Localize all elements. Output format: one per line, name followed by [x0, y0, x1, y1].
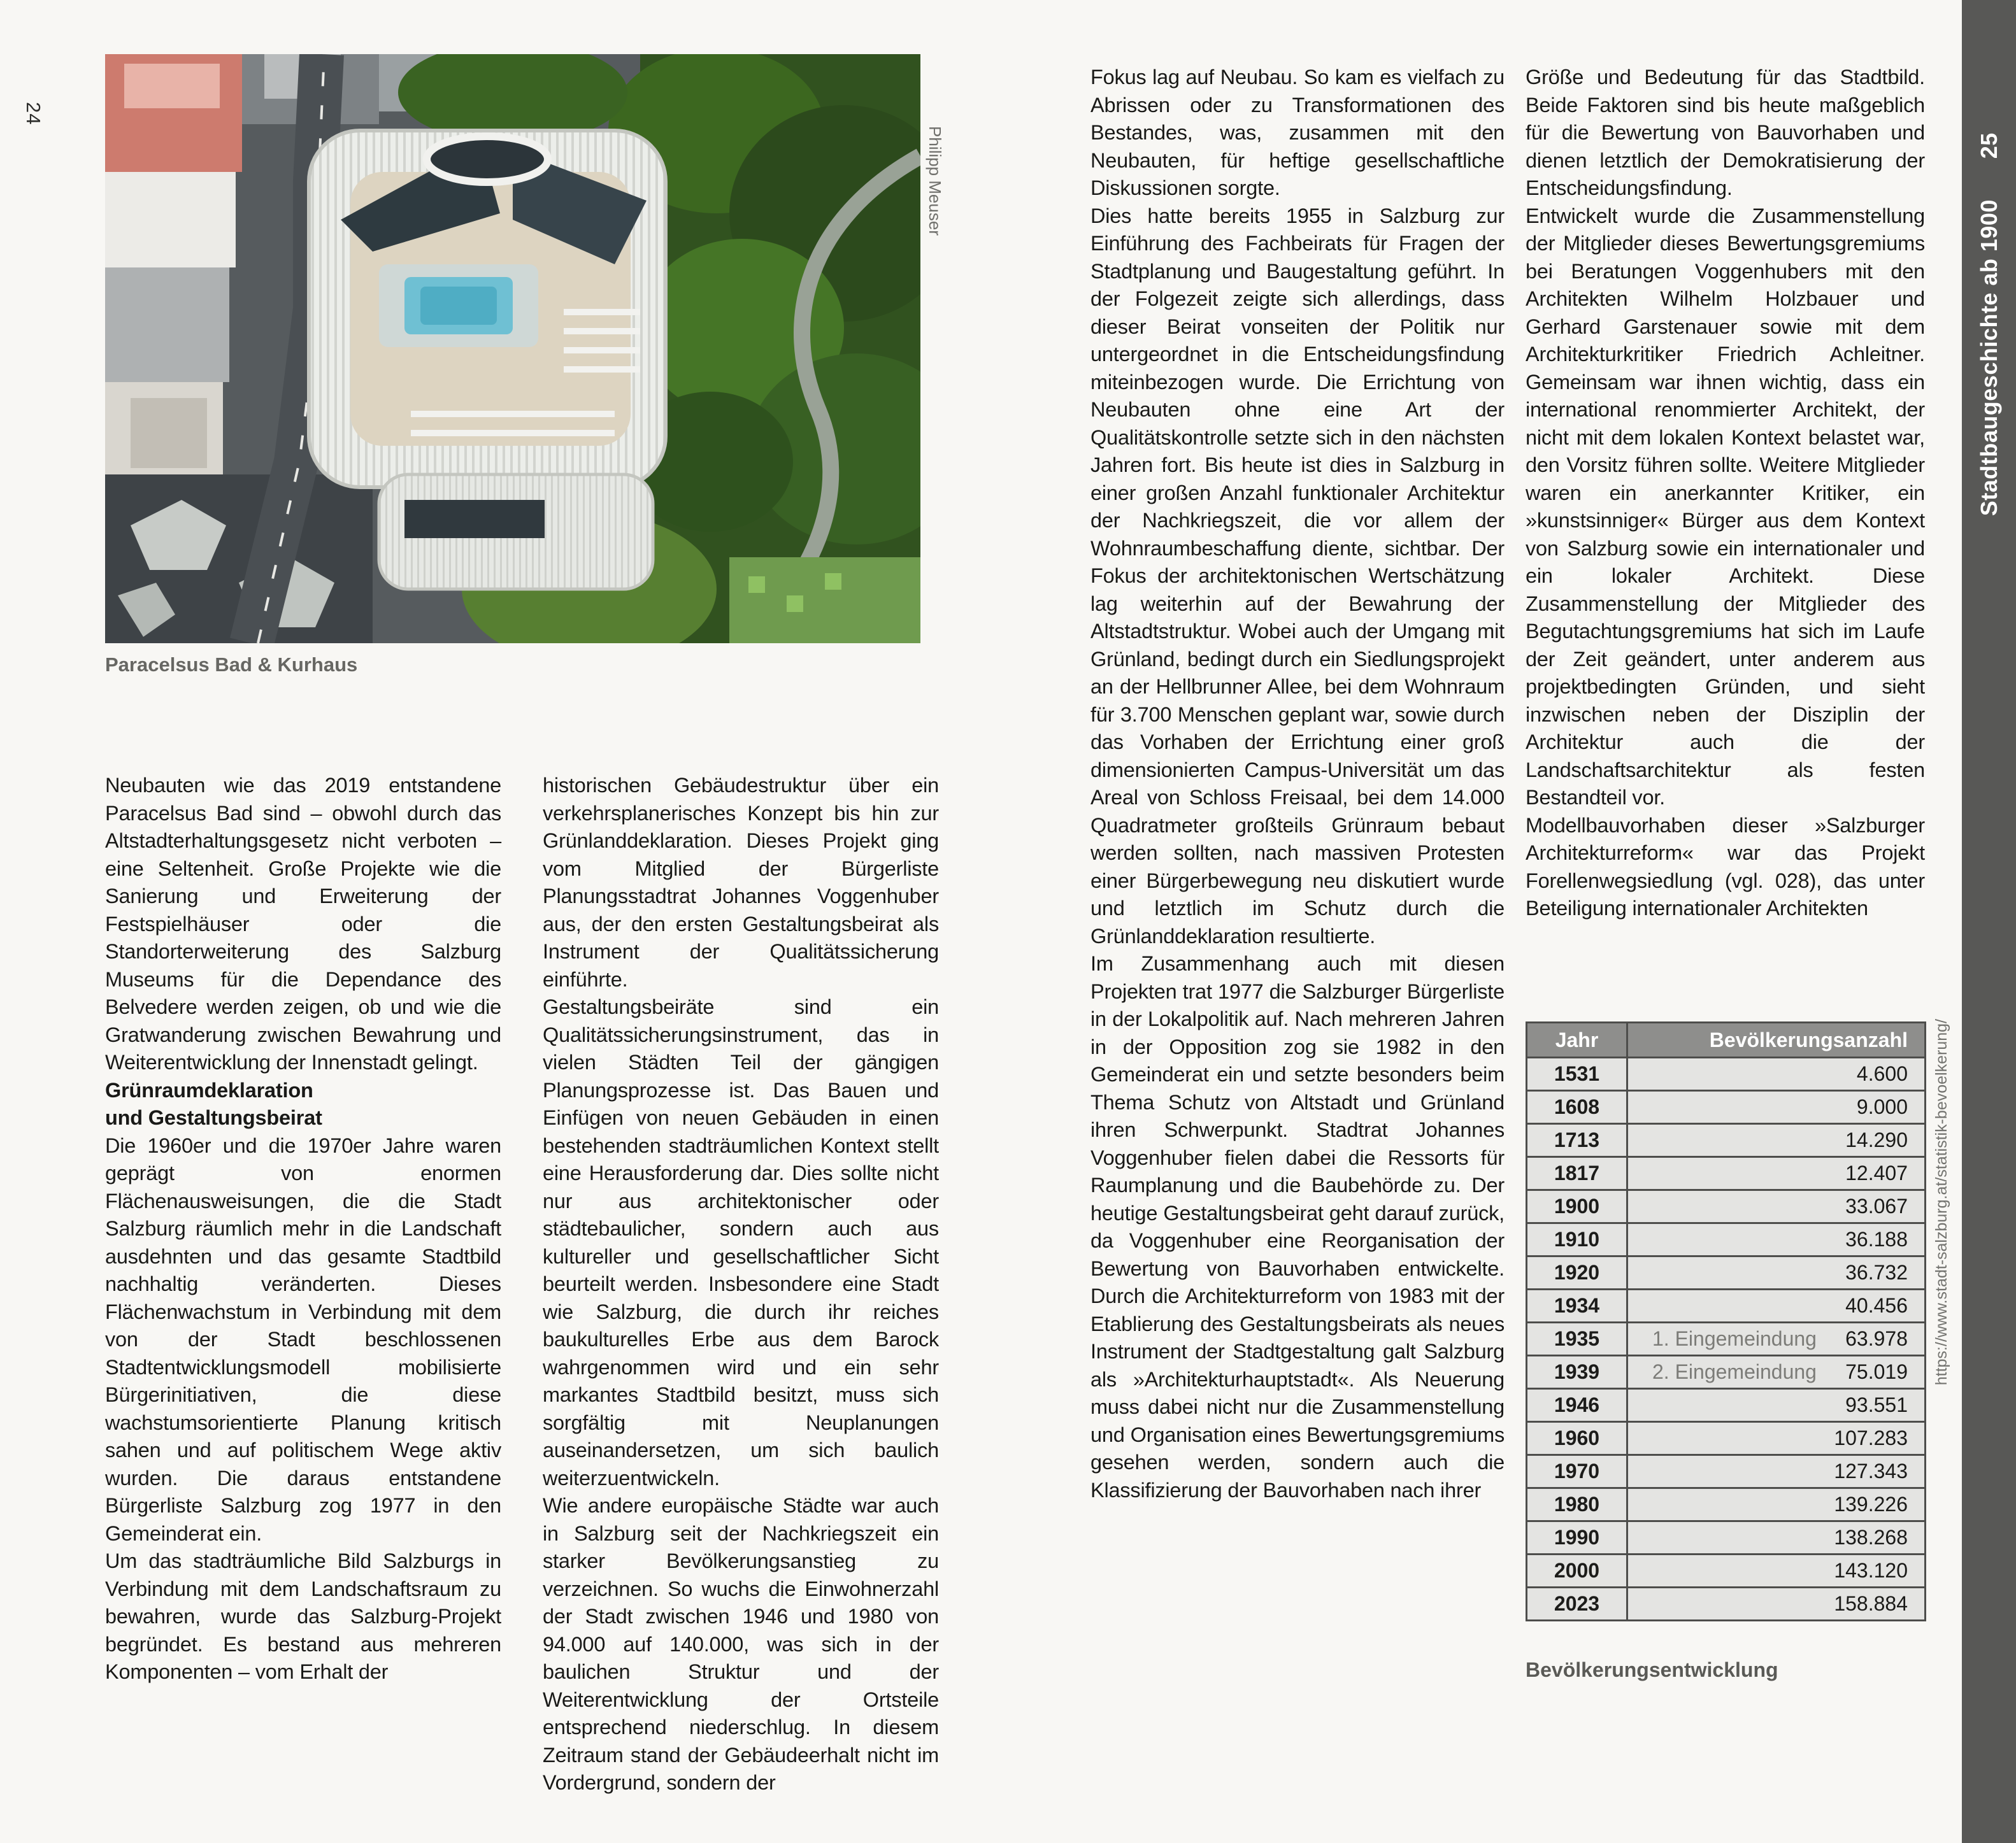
table-row — [1527, 1223, 1926, 1256]
year-cell: 1935 — [1527, 1323, 1627, 1356]
year-cell: 1531 — [1527, 1058, 1627, 1091]
aerial-photo — [105, 54, 920, 643]
year-cell: 1990 — [1527, 1521, 1627, 1555]
population-table-body — [1527, 1058, 1926, 1621]
paragraph: Modellbauvorhaben dieser »Salzburger Architekturreform« war das Projekt Forellenwegsiedlung (vgl. 028), das unter Beteiligung internationaler Architekten — [1526, 813, 1925, 920]
table-row — [1527, 1256, 1926, 1290]
year-cell: 1946 — [1527, 1389, 1627, 1422]
year-cell: 2000 — [1527, 1555, 1627, 1588]
population-cell — [1627, 1190, 1926, 1223]
population-cell — [1627, 1356, 1926, 1389]
chapter-sidebar-text — [1962, 132, 2016, 566]
paragraph: Gestaltungsbeiräte sind ein Qualitätssicherungsinstrument, das in vielen Städten Teil der gängigen Planungsprozesse ist. Das Bauen und Einfügen von neuen Gebäuden in einen bestehenden stadträumlichen Kontext stellt eine Herausforderung dar. Dies sollte nicht nur aus architektonischer oder städtebaulicher, sondern auch aus kultureller und gesellschaftlicher Sicht beurteilt werden. Insbesondere eine Stadt wie Salzburg, die durch ihr reiches baukulturelles Erbe aus dem Barock wahrgenommen wird und ein sehr markantes Stadtbild besitzt, muss sich sorgfältig mit Neuplanungen auseinandersetzen, um sich baulich weiterzuentwickeln. — [543, 995, 939, 1490]
paragraph: Neubauten wie das 2019 entstandene Paracelsus Bad sind – obwohl durch das Altstadterhaltungsgesetz nicht verboten – eine Seltenheit. Große Projekte wie die Sanierung und Erweiterung der Festspielhäuser oder die Standorterweiterung des Salzburg Museums für die Dependance des Belvedere werden zeigen, ob und wie die Gratwanderung zwischen Bewahrung und Weiterentwicklung der Innenstadt gelingt. — [105, 774, 501, 1074]
paragraph: Größe und Bedeutung für das Stadtbild. Beide Faktoren sind bis heute maßgeblich für die Bewertung von Bauvorhaben und dienen letztlich der Demokratisierung der Entscheidungsfindung. — [1526, 66, 1925, 199]
year-cell: 1970 — [1527, 1455, 1627, 1488]
page-number-right: 25 — [1975, 132, 2002, 159]
year-cell: 1910 — [1527, 1223, 1627, 1256]
left-page-column-1 — [105, 772, 501, 1686]
population-value: 33.067 — [1845, 1195, 1908, 1218]
population-value: 127.343 — [1834, 1460, 1908, 1483]
table-row — [1527, 1091, 1926, 1124]
year-cell: 1900 — [1527, 1190, 1627, 1223]
population-cell — [1627, 1555, 1926, 1588]
table-caption: Bevölkerungsentwicklung — [1526, 1658, 1778, 1681]
right-page-column-1 — [1090, 64, 1505, 1504]
population-value: 158.884 — [1834, 1592, 1908, 1615]
population-value: 14.290 — [1845, 1128, 1908, 1151]
photo-credit: Philipp Meuser — [926, 126, 945, 236]
paragraph: Im Zusammenhang auch mit diesen Projekten trat 1977 die Salzburger Bürgerliste in der Lokalpolitik auf. Nach mehreren Jahren in der Opposition zog sie 1982 in den Gemeinderat ein und setzte besonders beim Thema Schutz von Altstadt und Grünland ihren Schwerpunkt. Stadtrat Johannes Voggenhuber fielen dabei die Ressorts für Raumplanung und die Baubehörde zu. Der heutige Gestaltungsbeirat geht darauf zurück, da Voggenhuber eine Reorganisation der Bewertung von Bauvorhaben entwickelte. Durch die Architekturreform von 1983 mit der Etablierung des Gestaltungsbeirats als neues Instrument der Stadtgestaltung galt Salzburg als »Architekturhauptstadt«. Als Neuerung muss dabei nicht nur die Zusammenstellung und Organisation eines Bewertungsgremiums gesehen werden, sondern auch die Klassifizierung der Bauvorhaben nach ihrer — [1090, 952, 1505, 1502]
paragraph: Wie andere europäische Städte war auch in Salzburg seit der Nachkriegszeit ein starker Bevölkerungsanstieg zu verzeichnen. So wuchs die Einwohnerzahl der Stadt zwischen 1946 und 1980 von 94.000 auf 140.000, was sich in der baulichen Struktur und der Weiterentwicklung der Ortsteile entsprechend niederschlug. In diesem Zeitraum stand der Gebäudeerhalt nicht im Vordergrund, sondern der — [543, 1494, 939, 1794]
table-row — [1527, 1389, 1926, 1422]
incorporation-note: 1. Eingemeindung — [1652, 1327, 1817, 1350]
table-row — [1527, 1356, 1926, 1389]
year-cell: 1934 — [1527, 1290, 1627, 1323]
column-header-population: Bevölkerungsanzahl — [1627, 1023, 1926, 1058]
population-cell — [1627, 1588, 1926, 1621]
population-cell — [1627, 1455, 1926, 1488]
incorporation-note: 2. Eingemeindung — [1652, 1360, 1817, 1383]
table-row — [1527, 1555, 1926, 1588]
population-cell — [1627, 1256, 1926, 1290]
table-header-row — [1527, 1023, 1926, 1058]
table-source-url: https://www.stadt-salzburg.at/statistik-bevoelkerung/ — [1933, 1019, 1950, 1386]
population-value: 75.019 — [1845, 1360, 1908, 1383]
page-number-left: 24 — [22, 102, 45, 125]
population-value: 36.188 — [1845, 1228, 1908, 1251]
paragraph: historischen Gebäudestruktur über ein verkehrsplanerisches Konzept bis hin zur Grünlanddeklaration. Dieses Projekt ging vom Mitglied der Bürgerliste Planungsstadtrat Johannes Voggenhuber aus, der den ersten Gestaltungsbeirat als Instrument der Qualitätssicherung einführte. — [543, 774, 939, 991]
right-page-column-2 — [1526, 64, 1925, 923]
table-row — [1527, 1521, 1926, 1555]
left-page-column-2 — [543, 772, 939, 1797]
table-row — [1527, 1124, 1926, 1157]
year-cell: 1713 — [1527, 1124, 1627, 1157]
population-value: 9.000 — [1856, 1095, 1908, 1118]
population-value: 143.120 — [1834, 1559, 1908, 1582]
paragraph: Die 1960er und die 1970er Jahre waren geprägt von enormen Flächenausweisungen, die die Stadt Salzburg räumlich mehr in die Landschaft ausdehnten und das gesamte Stadtbild nachhaltig veränderten. Dieses Flächenwachstum in Verbindung mit dem von der Stadt beschlossenen Stadtentwicklungsmodell mobilisierte Bürgerinitiativen, die diese wachstumsorientierte Planung kritisch sahen und auf politischem Wege aktiv wurden. Die daraus entstandene Bürgerliste Salzburg zog 1977 in den Gemeinderat ein. — [105, 1134, 501, 1545]
year-cell: 1920 — [1527, 1256, 1627, 1290]
year-cell: 1817 — [1527, 1157, 1627, 1190]
population-cell — [1627, 1223, 1926, 1256]
aerial-photo-graphic — [105, 54, 920, 643]
population-value: 36.732 — [1845, 1261, 1908, 1284]
population-value: 63.978 — [1845, 1327, 1908, 1350]
table-row — [1527, 1058, 1926, 1091]
population-value: 40.456 — [1845, 1294, 1908, 1317]
population-cell — [1627, 1389, 1926, 1422]
population-cell — [1627, 1091, 1926, 1124]
population-value: 138.268 — [1834, 1526, 1908, 1549]
paragraph: Dies hatte bereits 1955 in Salzburg zur Einführung des Fachbeirats für Fragen der Stadtplanung und Baugestaltung geführt. In der Folgezeit zeigte sich allerdings, dass dieser Beirat vonseiten der Politik nur untergeordnet in die Entscheidungsfindung miteinbezogen wurde. Die Errichtung von Neubauten ohne eine Art der Qualitätskontrolle setzte sich in den nächsten Jahren fort. Bis heute ist dies in Salzburg in einer großen Anzahl funktionaler Architektur der Nachkriegszeit, die vor allem der Wohnraumbeschaffung diente, sichtbar. Der Fokus der architektonischen Wertschätzung lag weiterhin auf der Bewahrung der Altstadtstruktur. Wobei auch der Umgang mit Grünland, bedingt durch ein Siedlungsprojekt an der Hellbrunner Allee, bei dem Wohnraum für 3.700 Menschen geplant war, sowie durch das Vorhaben der Errichtung einer groß dimensionierten Campus-Universität um das Areal von Schloss Freisaal, bei dem 14.000 Quadratmeter großteils Grünraum bebaut werden sollten, nach massiven Protesten einer Bürgerbewegung neu diskutiert wurde und letztlich im Schutz durch die Grünlanddeklaration resultierte. — [1090, 204, 1505, 948]
paragraph: Fokus lag auf Neubau. So kam es vielfach zu Abrissen oder zu Transformationen des Bestandes, was, zusammen mit den Neubauten, für heftige gesellschaftliche Diskussionen sorgte. — [1090, 66, 1505, 199]
year-cell: 1939 — [1527, 1356, 1627, 1389]
table-row — [1527, 1422, 1926, 1455]
paragraph: Um das stadträumliche Bild Salzburgs in Verbindung mit dem Landschaftsraum zu bewahren, wurde das Salzburg-Projekt begründet. Es bestand aus mehreren Komponenten – vom Erhalt der — [105, 1549, 501, 1683]
population-table — [1526, 1021, 1926, 1621]
population-cell — [1627, 1323, 1926, 1356]
population-value: 12.407 — [1845, 1162, 1908, 1185]
table-row — [1527, 1588, 1926, 1621]
population-cell — [1627, 1488, 1926, 1521]
population-cell — [1627, 1521, 1926, 1555]
population-value: 139.226 — [1834, 1493, 1908, 1516]
table-row — [1527, 1323, 1926, 1356]
photo-caption: Paracelsus Bad & Kurhaus — [105, 653, 358, 676]
table-row — [1527, 1290, 1926, 1323]
table-row — [1527, 1455, 1926, 1488]
chapter-title: Stadtbaugeschichte ab 1900 — [1975, 199, 2002, 516]
year-cell: 2023 — [1527, 1588, 1627, 1621]
table-row — [1527, 1157, 1926, 1190]
population-cell — [1627, 1157, 1926, 1190]
population-cell — [1627, 1422, 1926, 1455]
population-cell — [1627, 1124, 1926, 1157]
paragraph: Entwickelt wurde die Zusammenstellung der Mitglieder dieses Bewertungsgremiums bei Beratungen Voggenhubers mit den Architekten Wilhelm Holzbauer und Gerhard Garstenauer sowie mit dem Architekturkritiker Friedrich Achleitner. Gemeinsam war ihnen wichtig, dass ein international renommierter Architekt, der nicht mit dem lokalen Kontext belastet war, den Vorsitz führen sollte. Weitere Mitglieder waren ein anerkannter Kritiker, ein »kunstsinniger« Bürger aus dem Kontext von Salzburg sowie ein internationaler und ein lokaler Architekt. Diese Zusammenstellung der Mitglieder des Begutachtungsgremiums hat sich im Laufe der Zeit geändert, unter anderem aus projektbedingten Gründen, und sieht inzwischen neben der Disziplin der Architektur auch die der Landschaftsarchitektur als festen Bestandteil vor. — [1526, 204, 1925, 809]
population-value: 4.600 — [1856, 1062, 1908, 1085]
table-row — [1527, 1190, 1926, 1223]
population-cell — [1627, 1058, 1926, 1091]
population-value: 107.283 — [1834, 1427, 1908, 1449]
year-cell: 1960 — [1527, 1422, 1627, 1455]
column-header-year: Jahr — [1527, 1023, 1627, 1058]
section-heading: Grünraumdeklaration und Gestaltungsbeirat — [105, 1078, 322, 1129]
table-row — [1527, 1488, 1926, 1521]
year-cell: 1980 — [1527, 1488, 1627, 1521]
population-value: 93.551 — [1845, 1393, 1908, 1416]
population-cell — [1627, 1290, 1926, 1323]
year-cell: 1608 — [1527, 1091, 1627, 1124]
